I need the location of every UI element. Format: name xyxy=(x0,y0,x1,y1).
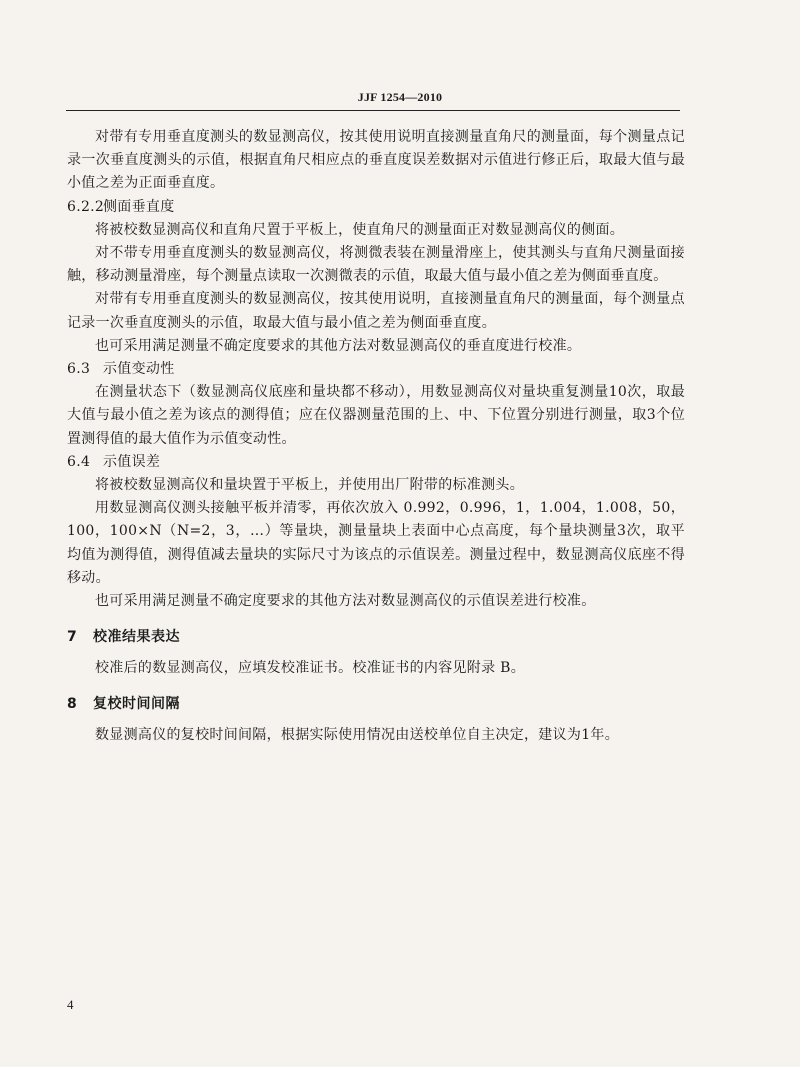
paragraph: 将被校数显测高仪和量块置于平板上，并使用出厂附带的标准测头。 xyxy=(95,477,524,494)
page-number: 4 xyxy=(67,997,74,1012)
paragraph: 也可采用满足测量不确定度要求的其他方法对数显测高仪的示值误差进行校准。 xyxy=(95,593,596,610)
paragraph: 将被校数显测高仪和直角尺置于平板上，使直角尺的测量面正对数显测高仪的侧面。 xyxy=(95,221,625,238)
paragraph: 在测量状态下（数显测高仪底座和量块都不移动），用数显测高仪对量块重复测量10次，取最大值与最小值之差为该点的测得值；应在仪器测量范围的上、中、下位置分别进行测量，取3个位置测得值的最大值作为示值变动性。 xyxy=(67,384,685,447)
header-rule xyxy=(66,110,680,111)
subsection-title: 示值变动性 xyxy=(103,361,175,378)
subsection-title: 侧面垂直度 xyxy=(103,198,175,215)
paragraph: 对带有专用垂直度测头的数显测高仪，按其使用说明直接测量直角尺的测量面，每个测量点记录一次垂直度测头的示值，根据直角尺相应点的垂直度误差数据对示值进行修正后，取最大值与最小值之差为正面垂直度。 xyxy=(67,129,685,192)
subsection-number: 6.3 xyxy=(67,361,91,378)
section-number: 8 xyxy=(67,696,78,713)
paragraph: 校准后的数显测高仪，应填发校准证书。校准证书的内容见附录 B。 xyxy=(95,660,526,677)
section-heading-8 xyxy=(67,692,685,716)
paragraph: 用数显测高仪测头接触平板并清零，再依次放入 0.992，0.996，1，1.004，1.008，50，100，100×N（N=2，3，…）等量块，测量量块上表面中心点高度，每个量块测量3次，取平均值为测得值，测得值减去量块的实际尺寸为该点的示值误差。测量过程中，数显测高仪底座不得移动。 xyxy=(67,500,685,586)
document-body xyxy=(67,126,685,748)
subsection-heading-6-2-2 xyxy=(67,196,685,219)
section-title: 校准结果表达 xyxy=(93,629,180,646)
paragraph: 也可采用满足测量不确定度要求的其他方法对数显测高仪的垂直度进行校准。 xyxy=(95,337,582,354)
page-header-code: JJF 1254—2010 xyxy=(357,90,443,104)
subsection-number: 6.2.2 xyxy=(67,198,105,215)
paragraph: 对不带专用垂直度测头的数显测高仪，将测微表装在测量滑座上，使其测头与直角尺测量面接触，移动测量滑座，每个测量点读取一次测微表的示值，取最大值与最小值之差为侧面垂直度。 xyxy=(67,245,685,285)
subsection-heading-6-3 xyxy=(67,358,685,381)
section-heading-7 xyxy=(67,625,685,649)
section-number: 7 xyxy=(67,629,78,646)
paragraph: 数显测高仪的复校时间间隔，根据实际使用情况由送校单位自主决定，建议为1年。 xyxy=(95,727,620,744)
subsection-title: 示值误差 xyxy=(103,453,161,470)
subsection-heading-6-4 xyxy=(67,451,685,474)
subsection-number: 6.4 xyxy=(67,453,91,470)
paragraph: 对带有专用垂直度测头的数显测高仪，按其使用说明，直接测量直角尺的测量面，每个测量点记录一次垂直度测头的示值，取最大值与最小值之差为侧面垂直度。 xyxy=(67,291,685,331)
section-title: 复校时间间隔 xyxy=(93,696,180,713)
